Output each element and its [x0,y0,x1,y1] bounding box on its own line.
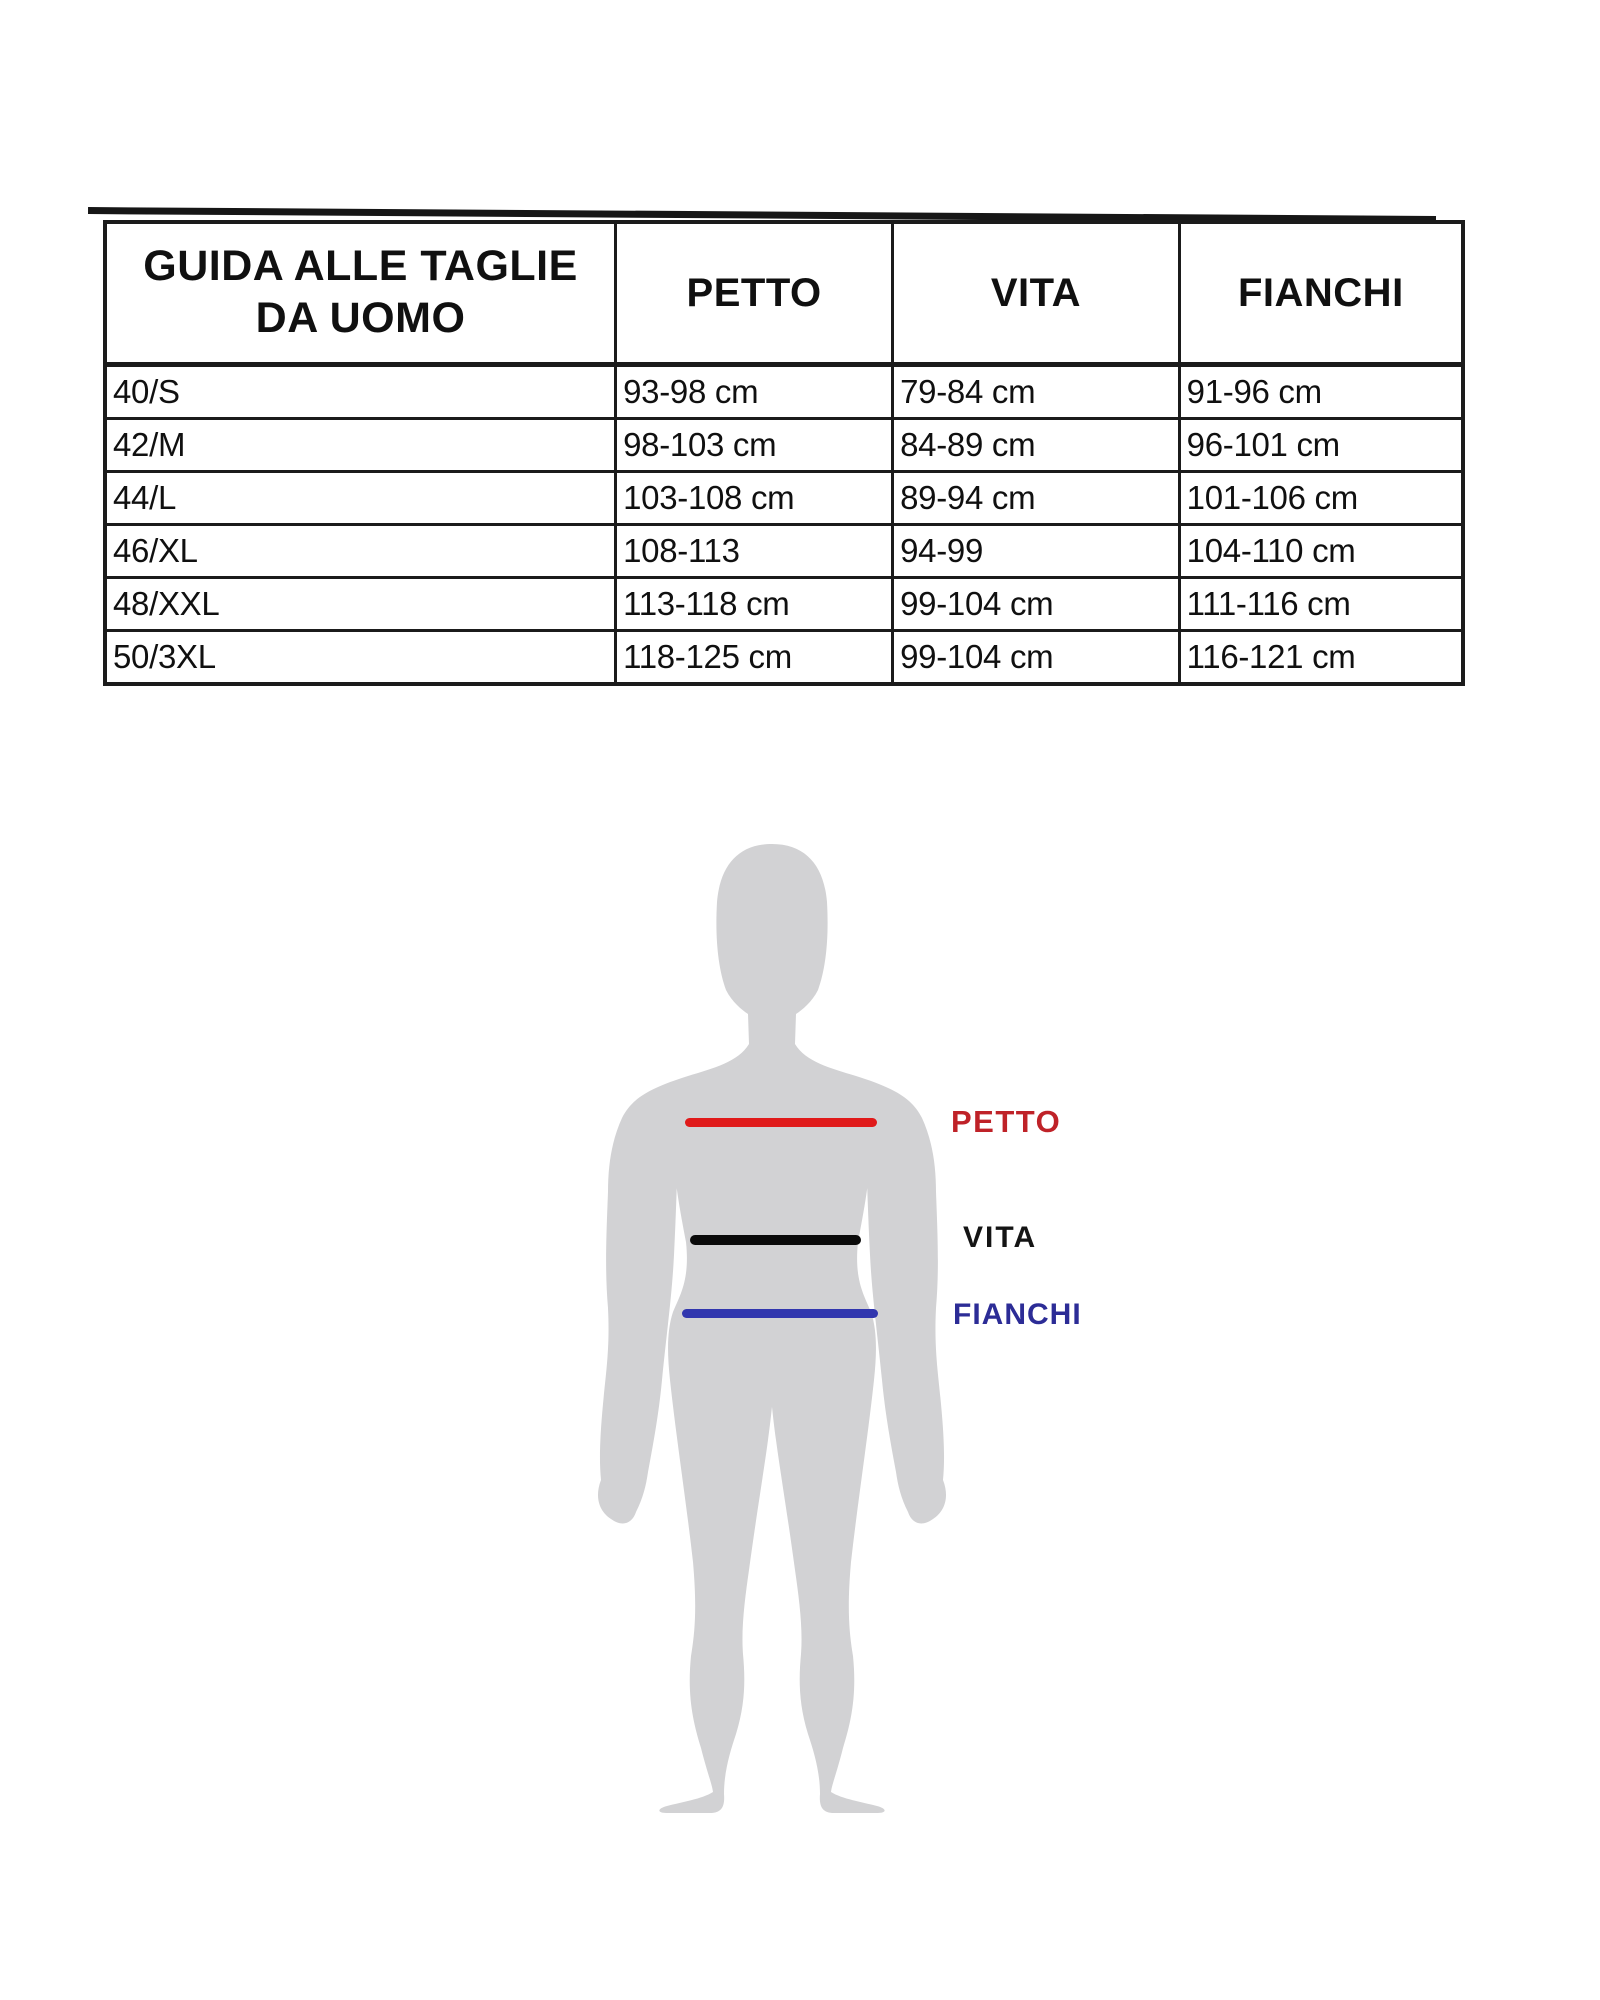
column-header-vita: VITA [893,222,1180,365]
size-cell: 44/L [105,472,616,525]
size-cell: 42/M [105,419,616,472]
fianchi-cell: 91-96 cm [1179,365,1463,419]
vita-cell: 94-99 [893,525,1180,578]
vita-cell: 79-84 cm [893,365,1180,419]
fianchi-cell: 104-110 cm [1179,525,1463,578]
fianchi-cell: 101-106 cm [1179,472,1463,525]
vita-cell: 89-94 cm [893,472,1180,525]
vita-line [690,1235,861,1245]
vita-label: VITA [963,1221,1038,1254]
fianchi-line [682,1309,878,1318]
petto-cell: 113-118 cm [616,578,893,631]
petto-cell: 98-103 cm [616,419,893,472]
column-header-fianchi: FIANCHI [1179,222,1463,365]
fianchi-cell: 111-116 cm [1179,578,1463,631]
male-silhouette-path [598,844,946,1813]
size-cell: 48/XXL [105,578,616,631]
table-title-cell: GUIDA ALLE TAGLIE DA UOMO [105,222,616,365]
petto-cell: 118-125 cm [616,631,893,685]
vita-cell: 99-104 cm [893,578,1180,631]
petto-cell: 93-98 cm [616,365,893,419]
petto-cell: 103-108 cm [616,472,893,525]
petto-label: PETTO [951,1104,1062,1139]
fianchi-cell: 96-101 cm [1179,419,1463,472]
size-cell: 40/S [105,365,616,419]
vita-cell: 99-104 cm [893,631,1180,685]
size-cell: 46/XL [105,525,616,578]
column-header-petto: PETTO [616,222,893,365]
size-cell: 50/3XL [105,631,616,685]
vita-cell: 84-89 cm [893,419,1180,472]
petto-line [685,1118,877,1127]
fianchi-label: FIANCHI [953,1298,1082,1331]
fianchi-cell: 116-121 cm [1179,631,1463,685]
petto-cell: 108-113 [616,525,893,578]
